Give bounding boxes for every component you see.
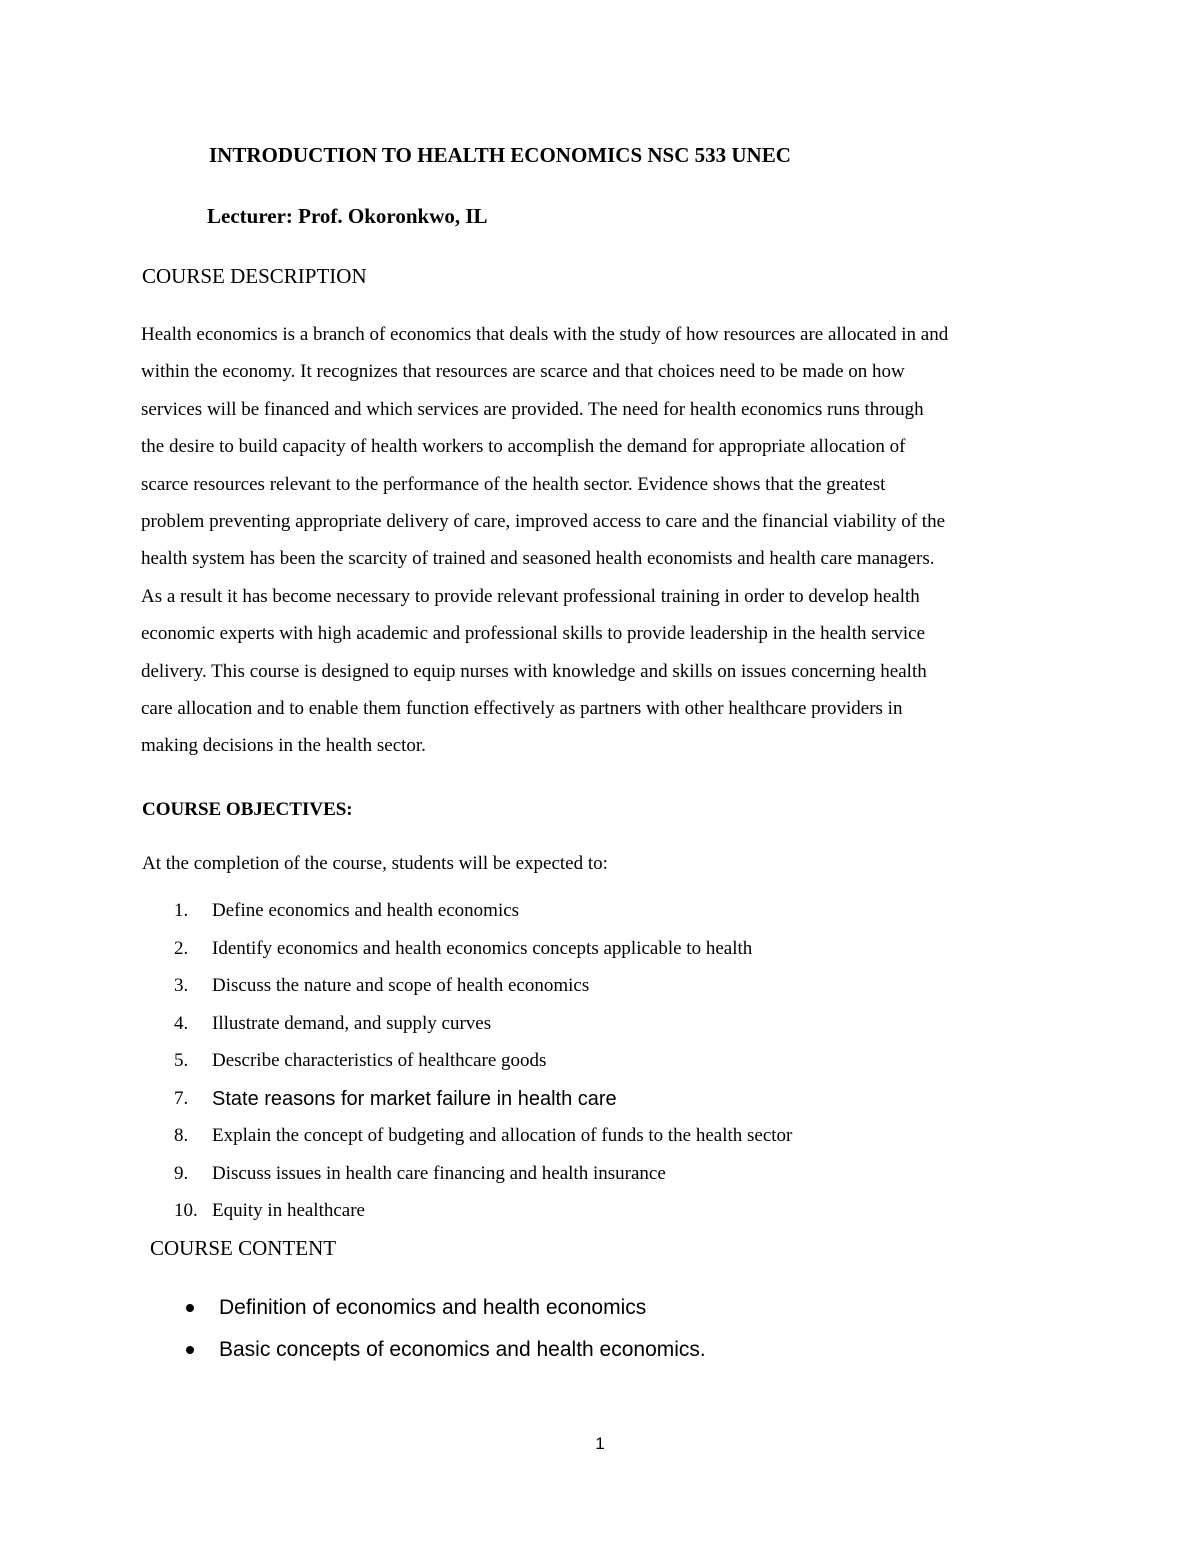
bullet-icon [186, 1346, 194, 1354]
paragraph-line: health system has been the scarcity of trained and seasoned health economists and health care managers. [141, 548, 935, 570]
list-item-number: 1. [174, 900, 189, 921]
bullet-icon [186, 1304, 194, 1312]
list-item-text: Basic concepts of economics and health economics. [219, 1338, 706, 1361]
objectives-list [0, 897, 1200, 1235]
paragraph-line: delivery. This course is designed to equip nurses with knowledge and skills on issues concerning health [141, 660, 927, 682]
list-item [0, 1197, 1200, 1235]
paragraph-line: scarce resources relevant to the performance of the health sector. Evidence shows that the greatest [141, 473, 886, 495]
list-item [0, 1334, 1200, 1376]
list-item [0, 1010, 1200, 1048]
paragraph-line: economic experts with high academic and professional skills to provide leadership in the health service [141, 623, 926, 645]
course-objectives-intro: At the completion of the course, students will be expected to: [142, 853, 608, 874]
list-item [0, 1122, 1200, 1160]
list-item-number: 9. [174, 1162, 189, 1184]
paragraph-line: making decisions in the health sector. [141, 735, 426, 757]
course-description-heading: COURSE DESCRIPTION [142, 264, 367, 288]
list-item-text: State reasons for market failure in health care [212, 1087, 617, 1110]
list-item-text: Define economics and health economics [212, 900, 520, 921]
list-item-text: Identify economics and health economics concepts applicable to health [212, 937, 753, 959]
list-item-text: Discuss the nature and scope of health economics [212, 975, 590, 996]
course-objectives-heading: COURSE OBJECTIVES: [142, 799, 353, 820]
list-item-text: Discuss issues in health care financing and health insurance [212, 1162, 666, 1184]
list-item [0, 1085, 1200, 1123]
paragraph-line: within the economy. It recognizes that resources are scarce and that choices need to be made on how [141, 361, 905, 383]
paragraph-line: the desire to build capacity of health workers to accomplish the demand for appropriate allocation of [141, 436, 906, 458]
paragraph-line: As a result it has become necessary to provide relevant professional training in order to develop health [141, 585, 920, 607]
list-item-number: 3. [174, 975, 189, 996]
list-item-number: 7. [174, 1087, 189, 1109]
list-item-number: 8. [174, 1125, 189, 1146]
list-item [0, 897, 1200, 935]
list-item-text: Definition of economics and health economics [219, 1296, 647, 1319]
course-content-heading: COURSE CONTENT [150, 1236, 337, 1260]
list-item [0, 935, 1200, 973]
list-item-text: Equity in healthcare [212, 1200, 365, 1221]
list-item-number: 4. [174, 1012, 189, 1034]
list-item-number: 5. [174, 1050, 189, 1071]
paragraph-line: services will be financed and which services are provided. The need for health economics runs through [141, 398, 924, 420]
lecturer-line: Lecturer: Prof. Okoronkwo, IL [207, 204, 488, 228]
paragraph-line: problem preventing appropriate delivery of care, improved access to care and the financial viability of the [141, 510, 946, 532]
list-item-number: 10. [174, 1200, 198, 1221]
list-item [0, 972, 1200, 1010]
document-title: INTRODUCTION TO HEALTH ECONOMICS NSC 533 UNEC [209, 143, 791, 167]
course-content-list [0, 1292, 1200, 1376]
list-item [0, 1047, 1200, 1085]
page-number: 1 [595, 1434, 605, 1453]
list-item-text: Describe characteristics of healthcare goods [212, 1050, 547, 1071]
list-item-number: 2. [174, 937, 189, 959]
list-item-text: Illustrate demand, and supply curves [212, 1012, 492, 1034]
course-description-paragraph [141, 320, 1061, 769]
list-item [0, 1160, 1200, 1198]
paragraph-line: Health economics is a branch of economics that deals with the study of how resources are allocated in and [141, 324, 949, 345]
paragraph-line: care allocation and to enable them function effectively as partners with other healthcare providers in [141, 697, 903, 719]
list-item [0, 1292, 1200, 1334]
list-item-text: Explain the concept of budgeting and allocation of funds to the health sector [212, 1125, 793, 1146]
